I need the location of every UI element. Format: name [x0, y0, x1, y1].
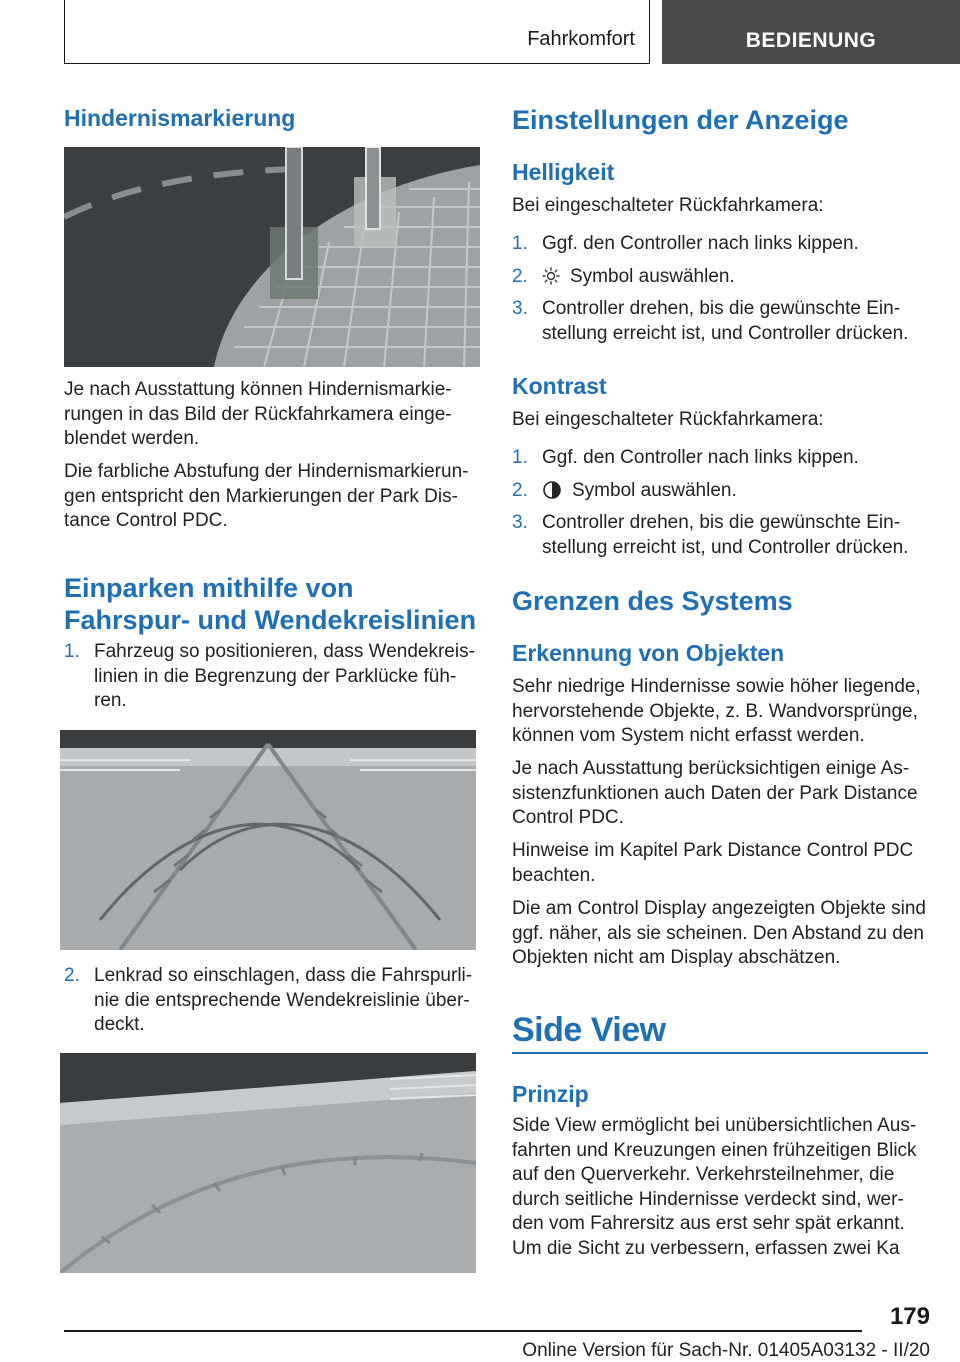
- footer-rule: [64, 1330, 862, 1332]
- heading-obstacle-marking: Hindernismarkierung: [64, 105, 296, 131]
- contrast-intro: Bei eingeschalteter Rückfahrkamera:: [512, 409, 824, 430]
- paragraph-detection-2: Je nach Ausstattung berücksichtigen einige Assistenzfunktionen auch Daten der Park Distance Control PDC.: [512, 758, 918, 828]
- list-item: 2. Symbol auswählen.: [512, 479, 737, 501]
- paragraph-obstacle-1: Je nach Ausstattung können Hindernismarkierungen in das Bild der Rückfahrkamera eingeblendet werden.: [64, 379, 452, 449]
- heading-display-settings: Einstellungen der Anzeige: [512, 105, 849, 135]
- paragraph-obstacle-2: Die farbliche Abstufung der Hindernismarkierungen entspricht den Markierungen der Park Distance Control PDC.: [64, 461, 469, 531]
- heading-principle: Prinzip: [512, 1081, 589, 1107]
- list-item: 2. Lenkrad so einschlagen, dass die Fahrspurlinie die entsprechende Wendekreislinie überdeckt.: [64, 965, 473, 1035]
- footer-version: Online Version für Sach-Nr. 01405A03132 - II/20: [522, 1340, 930, 1361]
- parking-steps-1: [64, 640, 478, 714]
- heading-contrast: Kontrast: [512, 373, 607, 399]
- paragraph-principle: Side View ermöglicht bei unübersichtlichen Ausfahrten und Kreuzungen einen frühzeitigen Blick auf den Querverkehr. Verkehrsteilnehmer, die durch seitliche Hindernisse verdeckt sind, werden vom Fahrersitz aus erst sehr spät erkannt. Um die Sicht zu verbessern, erfassen zwei Ka: [512, 1115, 917, 1259]
- header-chapter-tab: [662, 0, 960, 64]
- header-section-tab: [64, 0, 650, 64]
- brightness-steps: [512, 232, 928, 346]
- page-number: 179: [889, 1303, 930, 1330]
- contrast-icon: [542, 480, 562, 500]
- list-item: 3. Controller drehen, bis die gewünschte Einstellung erreicht ist, und Controller drücken.: [512, 298, 909, 344]
- header-chapter-label: BEDIENUNG: [745, 29, 877, 52]
- contrast-steps: [512, 446, 928, 560]
- parking-steps-2: [64, 964, 478, 1038]
- paragraph-detection-4: Die am Control Display angezeigten Objekte sind ggf. näher, als sie scheinen. Den Abstand zu den Objekten nicht am Display abschätzen.: [512, 898, 926, 968]
- sun-icon: [542, 267, 560, 285]
- brightness-intro: Bei eingeschalteter Rückfahrkamera:: [512, 195, 824, 216]
- section-divider: [512, 1052, 928, 1054]
- list-item: 1. Ggf. den Controller nach links kippen.: [512, 233, 859, 254]
- list-item: 3. Controller drehen, bis die gewünschte Einstellung erreicht ist, und Controller drücken.: [512, 512, 909, 558]
- list-item: 1. Fahrzeug so positionieren, dass Wendekreislinien in die Begrenzung der Parklücke führen.: [64, 641, 475, 711]
- heading-brightness: Helligkeit: [512, 159, 615, 185]
- paragraph-detection-1: Sehr niedrige Hindernisse sowie höher liegende, hervorstehende Objekte, z. B. Wandvorsprünge, können vom System nicht erfasst werden.: [512, 676, 921, 746]
- heading-object-detection: Erkennung von Objekten: [512, 640, 785, 666]
- figure-lane-overlap: [60, 1053, 476, 1273]
- paragraph-detection-3: Hinweise im Kapitel Park Distance Control PDC beachten.: [512, 840, 914, 886]
- heading-system-limits: Grenzen des Systems: [512, 586, 793, 616]
- header-section-label: Fahrkomfort: [527, 28, 635, 50]
- heading-side-view: Side View: [512, 1011, 666, 1049]
- figure-obstacle-marking: [64, 147, 480, 367]
- list-item: 1. Ggf. den Controller nach links kippen.: [512, 447, 859, 468]
- figure-turning-circle-lines: [60, 730, 476, 950]
- list-item: 2. Symbol auswählen.: [512, 265, 735, 287]
- heading-parking-lines: Einparken mithilfe von Fahrspur- und Wendekreislinien: [64, 573, 477, 635]
